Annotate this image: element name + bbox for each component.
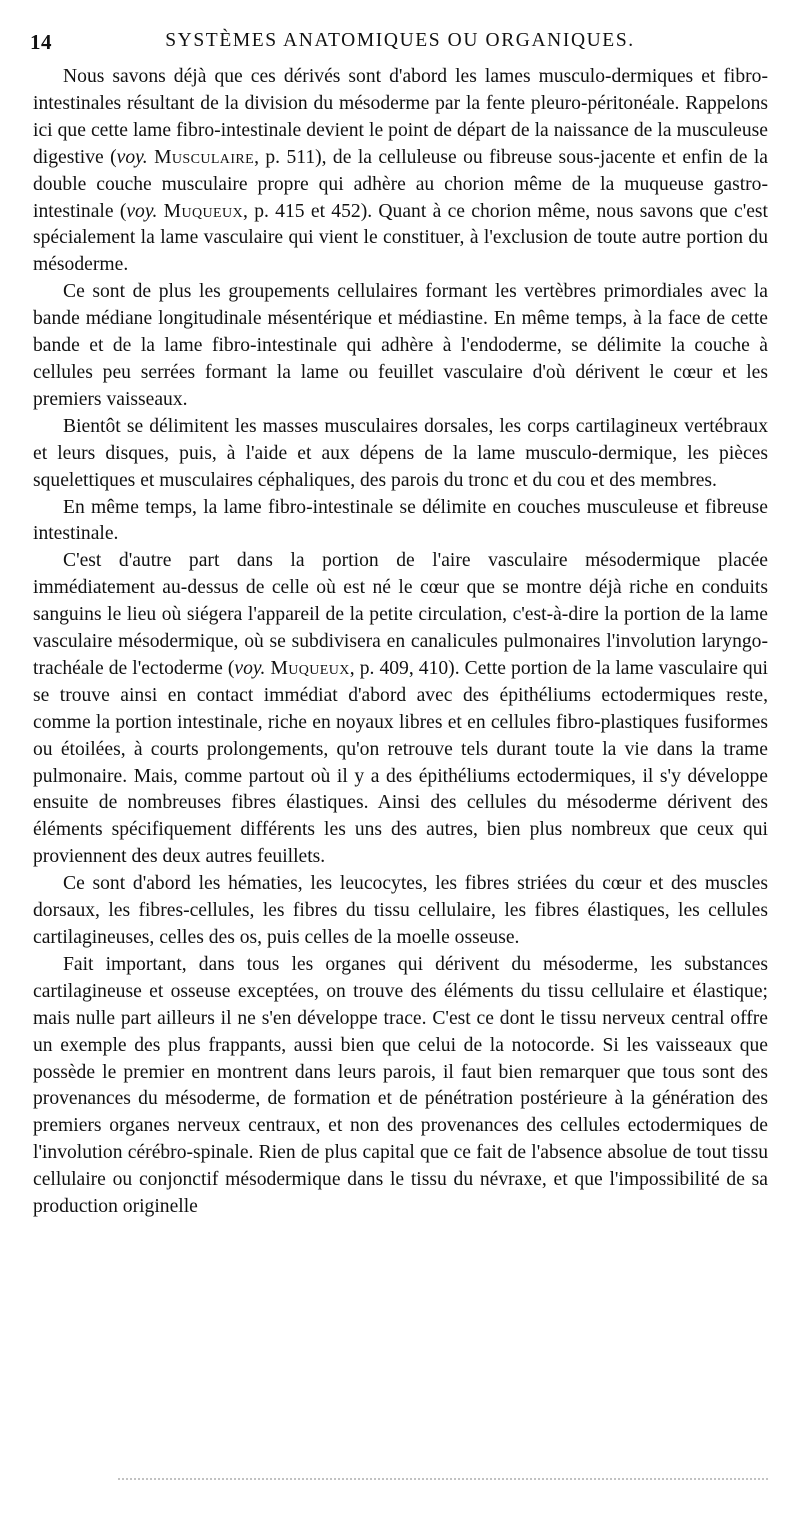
- cross-reference: Muqueux: [270, 657, 350, 679]
- body-text: [33, 64, 768, 1221]
- paragraph: [33, 279, 768, 414]
- text-run: Ce sont de plus les groupements cellulaires formant les vertèbres primordiales avec la bande médiane longitudinale mésentérique et médiastine. En même temps, à la face de cette bande et de la lame fibro-intestinale qui adhère à l'endoderme, se délimite la couche à cellules peu serrées formant la lame ou feuillet vasculaire d'où dérivent le cœur et les premiers vaisseaux.: [33, 281, 768, 410]
- text-run: , p. 415 et 452). Quant à ce chorion même, nous savons que c'est spécialement la lame vasculaire qui vient le constituer, à l'exclusion de toute autre portion du mésoderme.: [33, 200, 769, 276]
- paragraph: [33, 64, 768, 279]
- paragraph: [33, 871, 768, 952]
- page-number: 14: [30, 30, 52, 54]
- paragraph: [33, 952, 768, 1221]
- paragraph: [33, 414, 768, 495]
- italic-text: voy.: [234, 657, 266, 679]
- cross-reference: Muqueux: [163, 200, 243, 222]
- text-run: Fait important, dans tous les organes qui dérivent du mésoderme, les substances cartilagineuse et osseuse exceptées, on trouve des éléments du tissu cellulaire et élastique; mais nulle part ailleurs il ne s'en développe trace. C'est ce dont le tissu nerveux central offre un exemple des plus frappants, aussi bien que celui de la notocorde. Si les vaisseaux que possède le premier en montrent dans leurs parois, il faut bien remarquer que tous sont des provenances du mésoderme, de formation et de pénétration postérieure à la génération des premiers organes nerveux centraux, et non des provenances des cellules ectodermiques de l'involution cérébro-spinale. Rien de plus capital que ce fait de l'absence absolue de tout tissu cellulaire ou conjonctif mésodermique dans le tissu du névraxe, et que l'impossibilité de sa production originelle: [33, 953, 768, 1218]
- footer-rule: [118, 1478, 768, 1480]
- text-run: En même temps, la lame fibro-intestinale se délimite en couches musculeuse et fibreuse intestinale.: [33, 496, 768, 545]
- text-run: C'est d'autre part dans la portion de l'aire vasculaire mésodermique placée immédiatement au-dessus de celle où est né le cœur que se montre déjà riche en conduits sanguins le lieu où siégera l'appareil de la petite circulation, c'est-à-dire la portion de la lame vasculaire mésodermique, où se subdivisera en canalicules pulmonaires l'involution laryngo-trachéale de l'ectoderme (: [33, 550, 768, 679]
- paragraph: [33, 548, 768, 871]
- text-run: Bientôt se délimitent les masses musculaires dorsales, les corps cartilagineux vertébraux et leurs disques, puis, à l'aide et aux dépens de la lame musculo-dermique, les pièces squelettiques et musculaires céphaliques, des parois du tronc et du cou et des membres.: [33, 415, 768, 491]
- paragraph: [33, 495, 768, 549]
- cross-reference: Musculaire: [154, 146, 255, 168]
- page-header: [30, 30, 770, 58]
- running-title: SYSTÈMES ANATOMIQUES OU ORGANIQUES.: [165, 30, 635, 51]
- text-run: Nous savons déjà que ces dérivés sont d'abord les lames musculo-dermiques et fibro-intestinales résultant de la division du mésoderme par la fente pleuro-péritonéale. Rappelons ici que cette lame fibro-intestinale devient le point de départ de la naissance de la musculeuse digestive (: [33, 66, 768, 168]
- text-run: Ce sont d'abord les hématies, les leucocytes, les fibres striées du cœur et des muscles dorsaux, les fibres-cellules, les fibres du tissu cellulaire, les fibres élastiques, les cellules cartilagineuses, celles des os, puis celles de la moelle osseuse.: [33, 873, 768, 948]
- text-run: , p. 409, 410). Cette portion de la lame vasculaire qui se trouve ainsi en contact immédiat d'abord avec des épithéliums ectodermiques reste, comme la portion intestinale, riche en noyaux libres et en cellules fibro-plastiques fusiformes ou étoilées, à courts prolongements, qu'on retrouve tels durant toute la vie dans la trame pulmonaire. Mais, comme partout où il y a des épithéliums ectodermiques, il s'y développe ensuite de nombreuses fibres élastiques. Ainsi des cellules du mésoderme dérivent des éléments spécifiquement différents les uns des autres, bien plus nombreux que ceux qui proviennent des deux autres feuillets.: [33, 657, 768, 868]
- text-run: , p. 511), de la celluleuse ou fibreuse sous-jacente et enfin de la double couche musculaire propre qui adhère au chorion même de la muqueuse gastro-intestinale (: [33, 146, 769, 222]
- italic-text: voy.: [116, 146, 148, 168]
- italic-text: voy.: [126, 200, 158, 222]
